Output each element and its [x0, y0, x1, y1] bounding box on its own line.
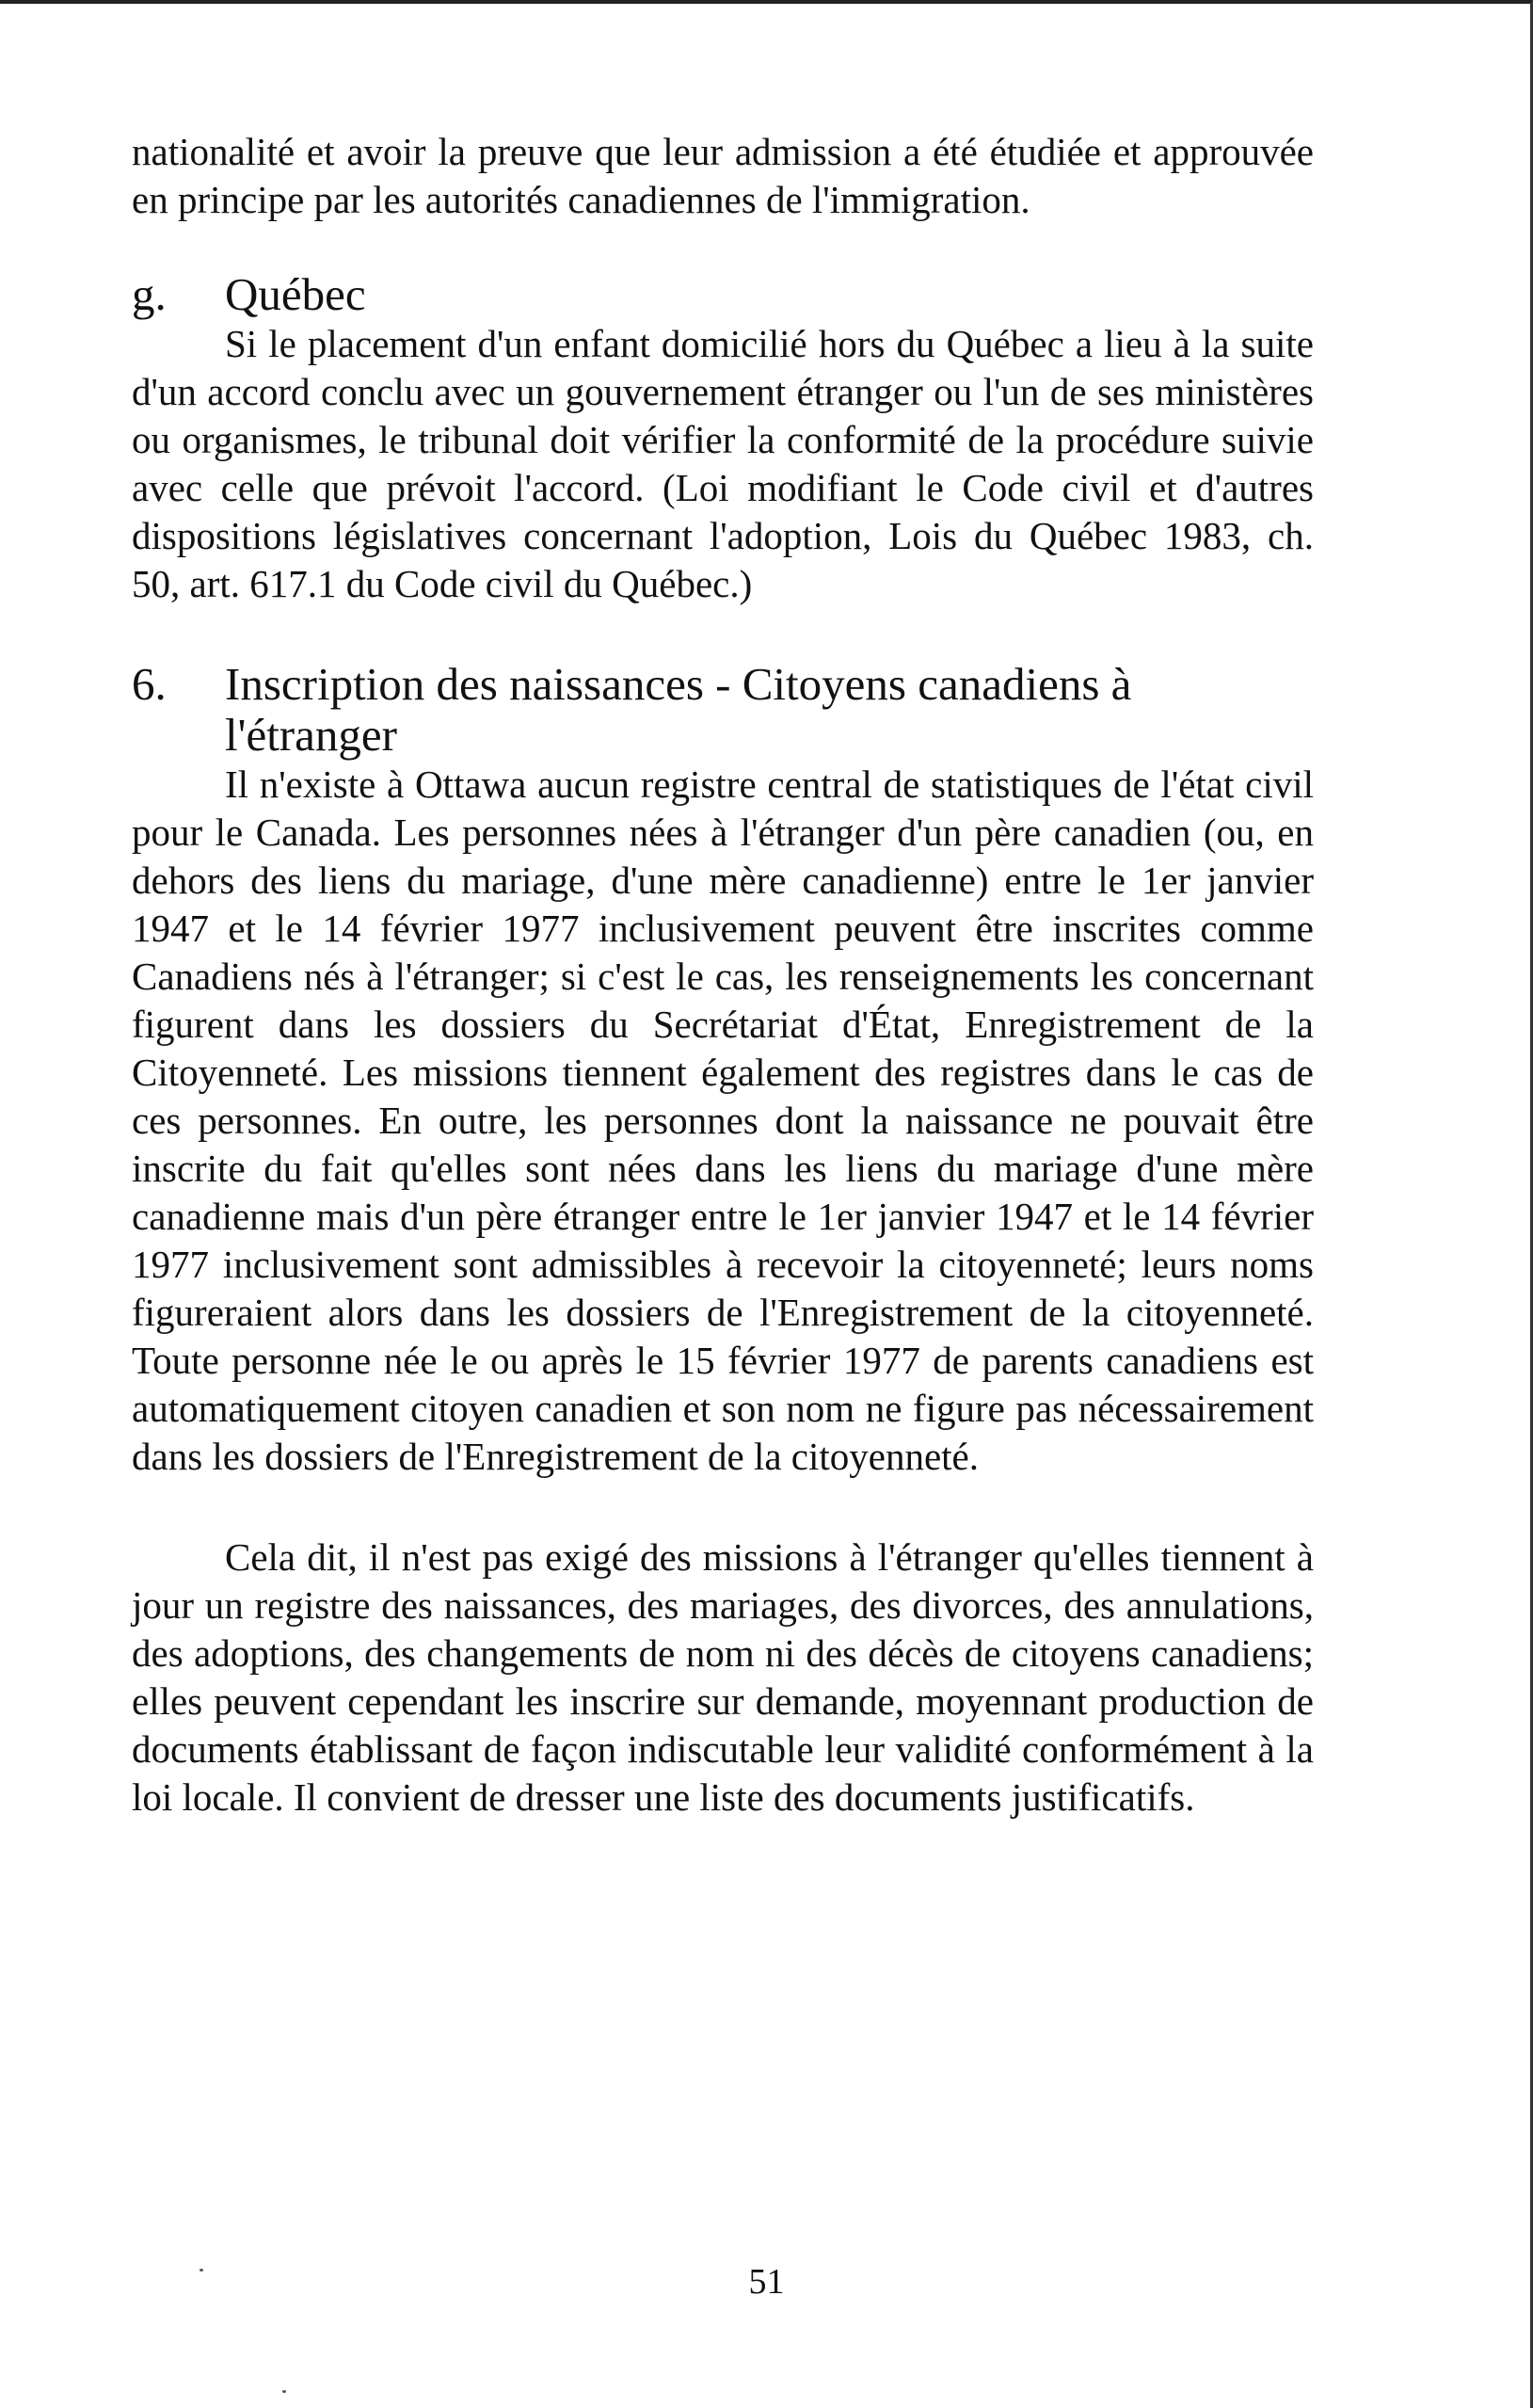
scan-speck: [200, 2269, 203, 2272]
subsection-title: Québec: [225, 268, 366, 320]
page-content: [132, 128, 1314, 1822]
scan-speck: [282, 2390, 286, 2393]
section-number: 6.: [132, 658, 167, 710]
subsection-g-heading: [132, 269, 1314, 320]
quebec-paragraph: Si le placement d'un enfant domicilié hors du Québec a lieu à la suite d'un accord conclu avec un gouvernement étranger ou l'un de ses ministères ou organismes, le tribunal doit vérifier la conformité de la procédure suivie avec celle que prévoit l'accord. (Loi modifiant le Code civil et d'autres dispositions législatives concernant l'adoption, Lois du Québec 1983, ch. 50, art. 617.1 du Code civil du Québec.): [132, 322, 1314, 605]
intro-paragraph: nationalité et avoir la preuve que leur admission a été étudiée et approuvée en principe par les autorités canadiennes de l'immigration.: [132, 130, 1314, 221]
section-title: Inscription des naissances - Citoyens canadiens à l'étranger: [225, 658, 1132, 761]
section-6-paragraph: Il n'existe à Ottawa aucun registre central de statistiques de l'état civil pour le Canada. Les personnes nées à l'étranger d'un père canadien (ou, en dehors des liens du mariage, d'une mère canadienne) entre le 1er janvier 1947 et le 14 février 1977 inclusivement peuvent être inscrites comme Canadiens nés à l'étranger; si c'est le cas, les renseignements les concernant figurent dans les dossiers du Secrétariat d'État, Enregistrement de la Citoyenneté. Les missions tiennent également des registres dans le cas de ces personnes. En outre, les personnes dont la naissance ne pouvait être inscrite du fait qu'elles sont nées dans les liens du mariage d'une mère canadienne mais d'un père étranger entre le 1er janvier 1947 et le 14 février 1977 inclusivement sont admissibles à recevoir la citoyenneté; leurs noms figureraient alors dans les dossiers de l'Enregistrement de la citoyenneté. Toute personne née le ou après le 15 février 1977 de parents canadiens est automatiquement citoyen canadien et son nom ne figure pas nécessairement dans les dossiers de l'Enregistrement de la citoyenneté.: [132, 763, 1314, 1478]
section-6-paragraph-2: Cela dit, il n'est pas exigé des missions à l'étranger qu'elles tiennent à jour un registre des naissances, des mariages, des divorces, des annulations, des adoptions, des changements de nom ni des décès de citoyens canadiens; elles peuvent cependant les inscrire sur demande, moyennant production de documents établissant de façon indiscutable leur validité conformément à la loi locale. Il convient de dresser une liste des documents justificatifs.: [132, 1535, 1314, 1819]
section-6-heading: [132, 659, 1314, 761]
page-number: 51: [748, 2262, 785, 2302]
subsection-marker: g.: [132, 268, 167, 320]
